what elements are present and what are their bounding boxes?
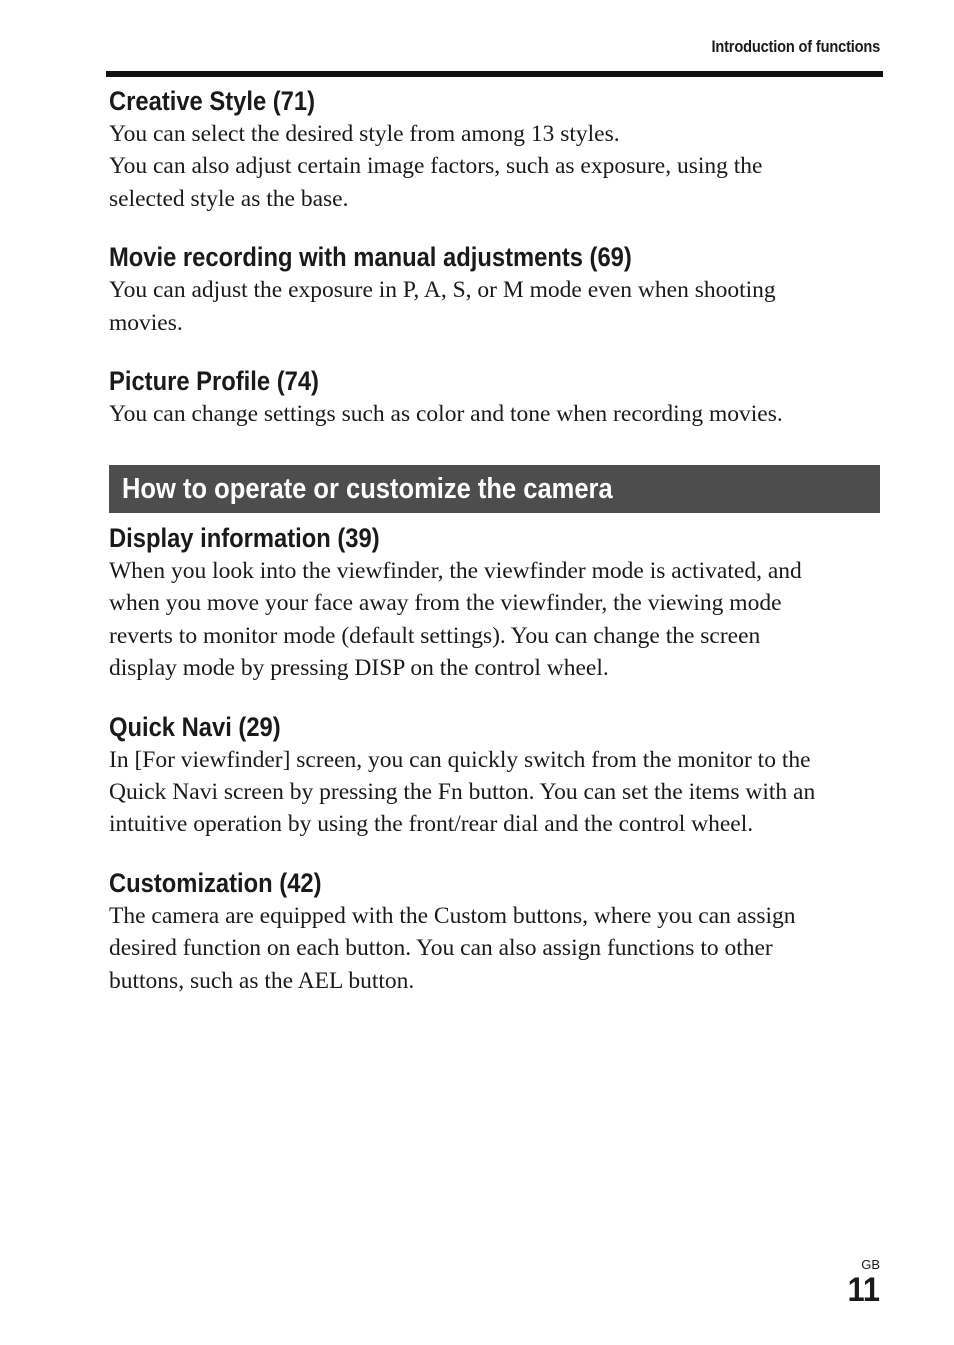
content-bottom	[109, 521, 884, 997]
section-creative-style	[109, 84, 884, 215]
section-heading: Creative Style (71)	[109, 86, 316, 116]
body-line: movies.	[109, 309, 183, 336]
body-line: The camera are equipped with the Custom buttons, where you can assign	[109, 902, 796, 929]
body-line: buttons, such as the AEL button.	[109, 967, 415, 994]
page-number: 11	[847, 1271, 880, 1309]
body-line: You can also adjust certain image factors, such as exposure, using the	[109, 153, 763, 180]
section-quick-navi	[109, 710, 884, 841]
page-language-code: GB	[861, 1257, 880, 1272]
section-customization	[109, 866, 884, 997]
body-line: intuitive operation by using the front/rear dial and the control wheel.	[109, 811, 754, 838]
body-line: reverts to monitor mode (default settings). You can change the screen	[109, 622, 761, 649]
body-line: In [For viewfinder] screen, you can quickly switch from the monitor to the	[109, 746, 811, 773]
section-heading: Quick Navi (29)	[109, 711, 281, 742]
header-rule	[106, 71, 883, 77]
section-body	[109, 118, 884, 215]
body-line: selected style as the base.	[109, 185, 349, 212]
body-line: You can adjust the exposure in P, A, S, or M mode even when shooting	[109, 277, 776, 304]
section-body	[109, 274, 884, 339]
body-line: Quick Navi screen by pressing the Fn button. You can set the items with an	[109, 779, 816, 806]
body-line: display mode by pressing DISP on the control wheel.	[109, 655, 609, 682]
section-body	[109, 744, 884, 841]
content-top	[109, 84, 884, 430]
body-line: You can select the desired style from among 13 styles.	[109, 121, 620, 147]
body-line: desired function on each button. You can also assign functions to other	[109, 935, 773, 962]
section-movie-recording	[109, 240, 884, 339]
section-banner	[109, 465, 880, 513]
section-picture-profile	[109, 364, 884, 430]
body-line: When you look into the viewfinder, the viewfinder mode is activated, and	[109, 558, 802, 584]
section-display-information	[109, 521, 884, 685]
running-head: Introduction of functions	[711, 37, 880, 56]
section-body	[109, 555, 884, 685]
banner-title: How to operate or customize the camera	[122, 473, 613, 505]
body-line: You can change settings such as color and tone when recording movies.	[109, 401, 783, 428]
section-body	[109, 900, 884, 997]
section-heading: Picture Profile (74)	[109, 366, 319, 397]
section-heading: Customization (42)	[109, 867, 322, 898]
section-body	[109, 398, 884, 430]
body-line: when you move your face away from the viewfinder, the viewing mode	[109, 590, 782, 617]
section-heading: Movie recording with manual adjustments (69)	[109, 242, 632, 273]
section-heading: Display information (39)	[109, 523, 380, 553]
